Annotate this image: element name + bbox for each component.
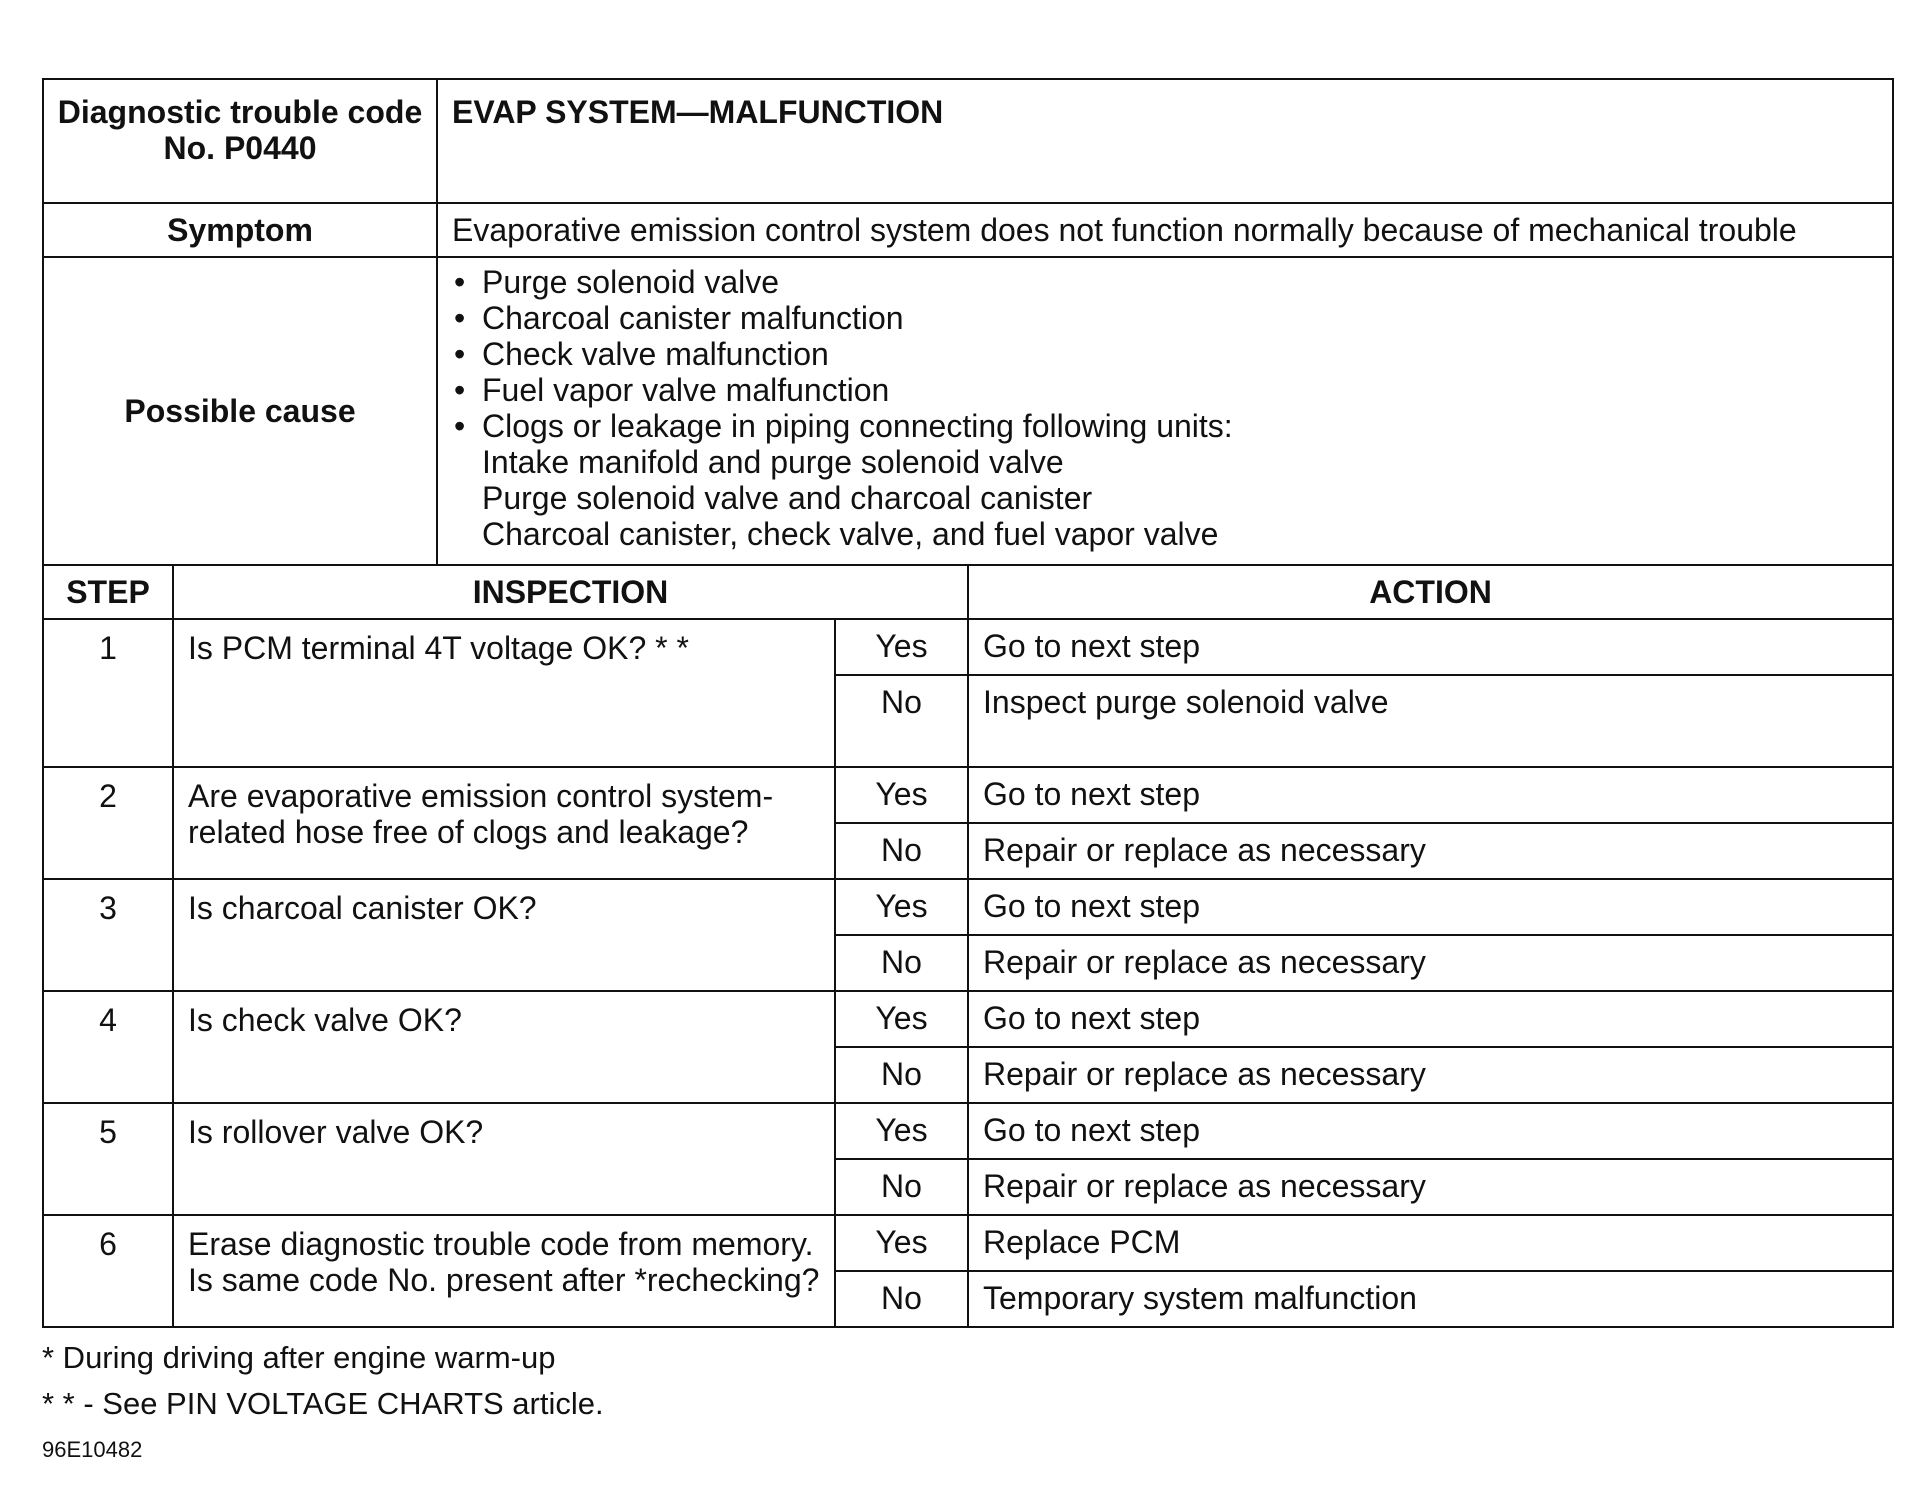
no-action: Temporary system malfunction bbox=[968, 1271, 1893, 1327]
yes-label: Yes bbox=[835, 1103, 968, 1159]
cause-item bbox=[452, 336, 1878, 372]
no-action: Inspect purge solenoid valve bbox=[968, 675, 1893, 767]
symptom-row bbox=[43, 203, 1893, 257]
table-row bbox=[43, 879, 1893, 935]
inspection-text: Is rollover valve OK? bbox=[173, 1103, 835, 1215]
footnote-pin-voltage: * * - See PIN VOLTAGE CHARTS article. bbox=[42, 1386, 604, 1421]
no-action: Repair or replace as necessary bbox=[968, 823, 1893, 879]
cause-item bbox=[452, 300, 1878, 336]
diagnostic-table bbox=[42, 78, 1894, 1328]
inspection-text: Is charcoal canister OK? bbox=[173, 879, 835, 991]
possible-cause-row bbox=[43, 257, 1893, 565]
bullet-icon: • bbox=[454, 372, 466, 408]
possible-cause-label: Possible cause bbox=[43, 257, 437, 565]
inspection-text: Is check valve OK? bbox=[173, 991, 835, 1103]
no-label: No bbox=[835, 823, 968, 879]
yes-label: Yes bbox=[835, 991, 968, 1047]
bullet-icon: • bbox=[454, 264, 466, 300]
yes-action: Go to next step bbox=[968, 879, 1893, 935]
action-column-header: ACTION bbox=[968, 565, 1893, 619]
page-title: EVAP SYSTEM—MALFUNCTION bbox=[437, 79, 1893, 203]
cause-sub-item: Purge solenoid valve and charcoal canister bbox=[482, 480, 1093, 516]
yes-label: Yes bbox=[835, 619, 968, 675]
cause-item-text: Fuel vapor valve malfunction bbox=[482, 372, 890, 408]
step-number: 6 bbox=[43, 1215, 173, 1327]
no-label: No bbox=[835, 675, 968, 767]
cause-sub-item: Charcoal canister, check valve, and fuel vapor valve bbox=[482, 516, 1219, 552]
table-row bbox=[43, 1103, 1893, 1159]
step-number: 2 bbox=[43, 767, 173, 879]
step-number: 5 bbox=[43, 1103, 173, 1215]
yes-label: Yes bbox=[835, 879, 968, 935]
table-row bbox=[43, 1215, 1893, 1271]
cause-item-text: Charcoal canister malfunction bbox=[482, 300, 904, 336]
symptom-text: Evaporative emission control system does not function normally because of mechanical trouble bbox=[437, 203, 1893, 257]
column-header-row bbox=[43, 565, 1893, 619]
inspection-column-header: INSPECTION bbox=[173, 565, 968, 619]
inspection-text: Erase diagnostic trouble code from memory. Is same code No. present after *rechecking? bbox=[173, 1215, 835, 1327]
cause-item bbox=[452, 264, 1878, 300]
cause-item bbox=[452, 372, 1878, 408]
no-action: Repair or replace as necessary bbox=[968, 935, 1893, 991]
yes-label: Yes bbox=[835, 767, 968, 823]
bullet-icon: • bbox=[454, 336, 466, 372]
yes-label: Yes bbox=[835, 1215, 968, 1271]
figure-id: 96E10482 bbox=[42, 1437, 143, 1462]
no-action: Repair or replace as necessary bbox=[968, 1047, 1893, 1103]
cause-item bbox=[452, 408, 1878, 444]
yes-action: Go to next step bbox=[968, 619, 1893, 675]
diagnostic-sheet bbox=[42, 78, 1892, 1478]
table-row bbox=[43, 991, 1893, 1047]
yes-action: Replace PCM bbox=[968, 1215, 1893, 1271]
no-label: No bbox=[835, 1047, 968, 1103]
no-label: No bbox=[835, 1271, 968, 1327]
cause-item-text: Clogs or leakage in piping connecting following units: bbox=[482, 408, 1233, 444]
table-row bbox=[43, 767, 1893, 823]
header-row bbox=[43, 79, 1893, 203]
no-label: No bbox=[835, 1159, 968, 1215]
cause-item-text: Purge solenoid valve bbox=[482, 264, 780, 300]
footnote-warmup: * During driving after engine warm-up bbox=[42, 1340, 556, 1375]
inspection-text: Are evaporative emission control system-related hose free of clogs and leakage? bbox=[173, 767, 835, 879]
cause-item-text: Check valve malfunction bbox=[482, 336, 829, 372]
step-number: 1 bbox=[43, 619, 173, 767]
step-column-header: STEP bbox=[43, 565, 173, 619]
cause-sub-item: Intake manifold and purge solenoid valve bbox=[482, 444, 1064, 480]
table-row bbox=[43, 619, 1893, 675]
yes-action: Go to next step bbox=[968, 991, 1893, 1047]
dtc-label: Diagnostic trouble code No. P0440 bbox=[43, 79, 437, 203]
possible-cause-list bbox=[437, 257, 1893, 565]
footnotes bbox=[42, 1340, 1892, 1468]
step-number: 4 bbox=[43, 991, 173, 1103]
yes-action: Go to next step bbox=[968, 767, 1893, 823]
yes-action: Go to next step bbox=[968, 1103, 1893, 1159]
inspection-text: Is PCM terminal 4T voltage OK? * * bbox=[173, 619, 835, 767]
no-label: No bbox=[835, 935, 968, 991]
symptom-label: Symptom bbox=[43, 203, 437, 257]
step-number: 3 bbox=[43, 879, 173, 991]
no-action: Repair or replace as necessary bbox=[968, 1159, 1893, 1215]
bullet-icon: • bbox=[454, 300, 466, 336]
bullet-icon: • bbox=[454, 408, 466, 444]
